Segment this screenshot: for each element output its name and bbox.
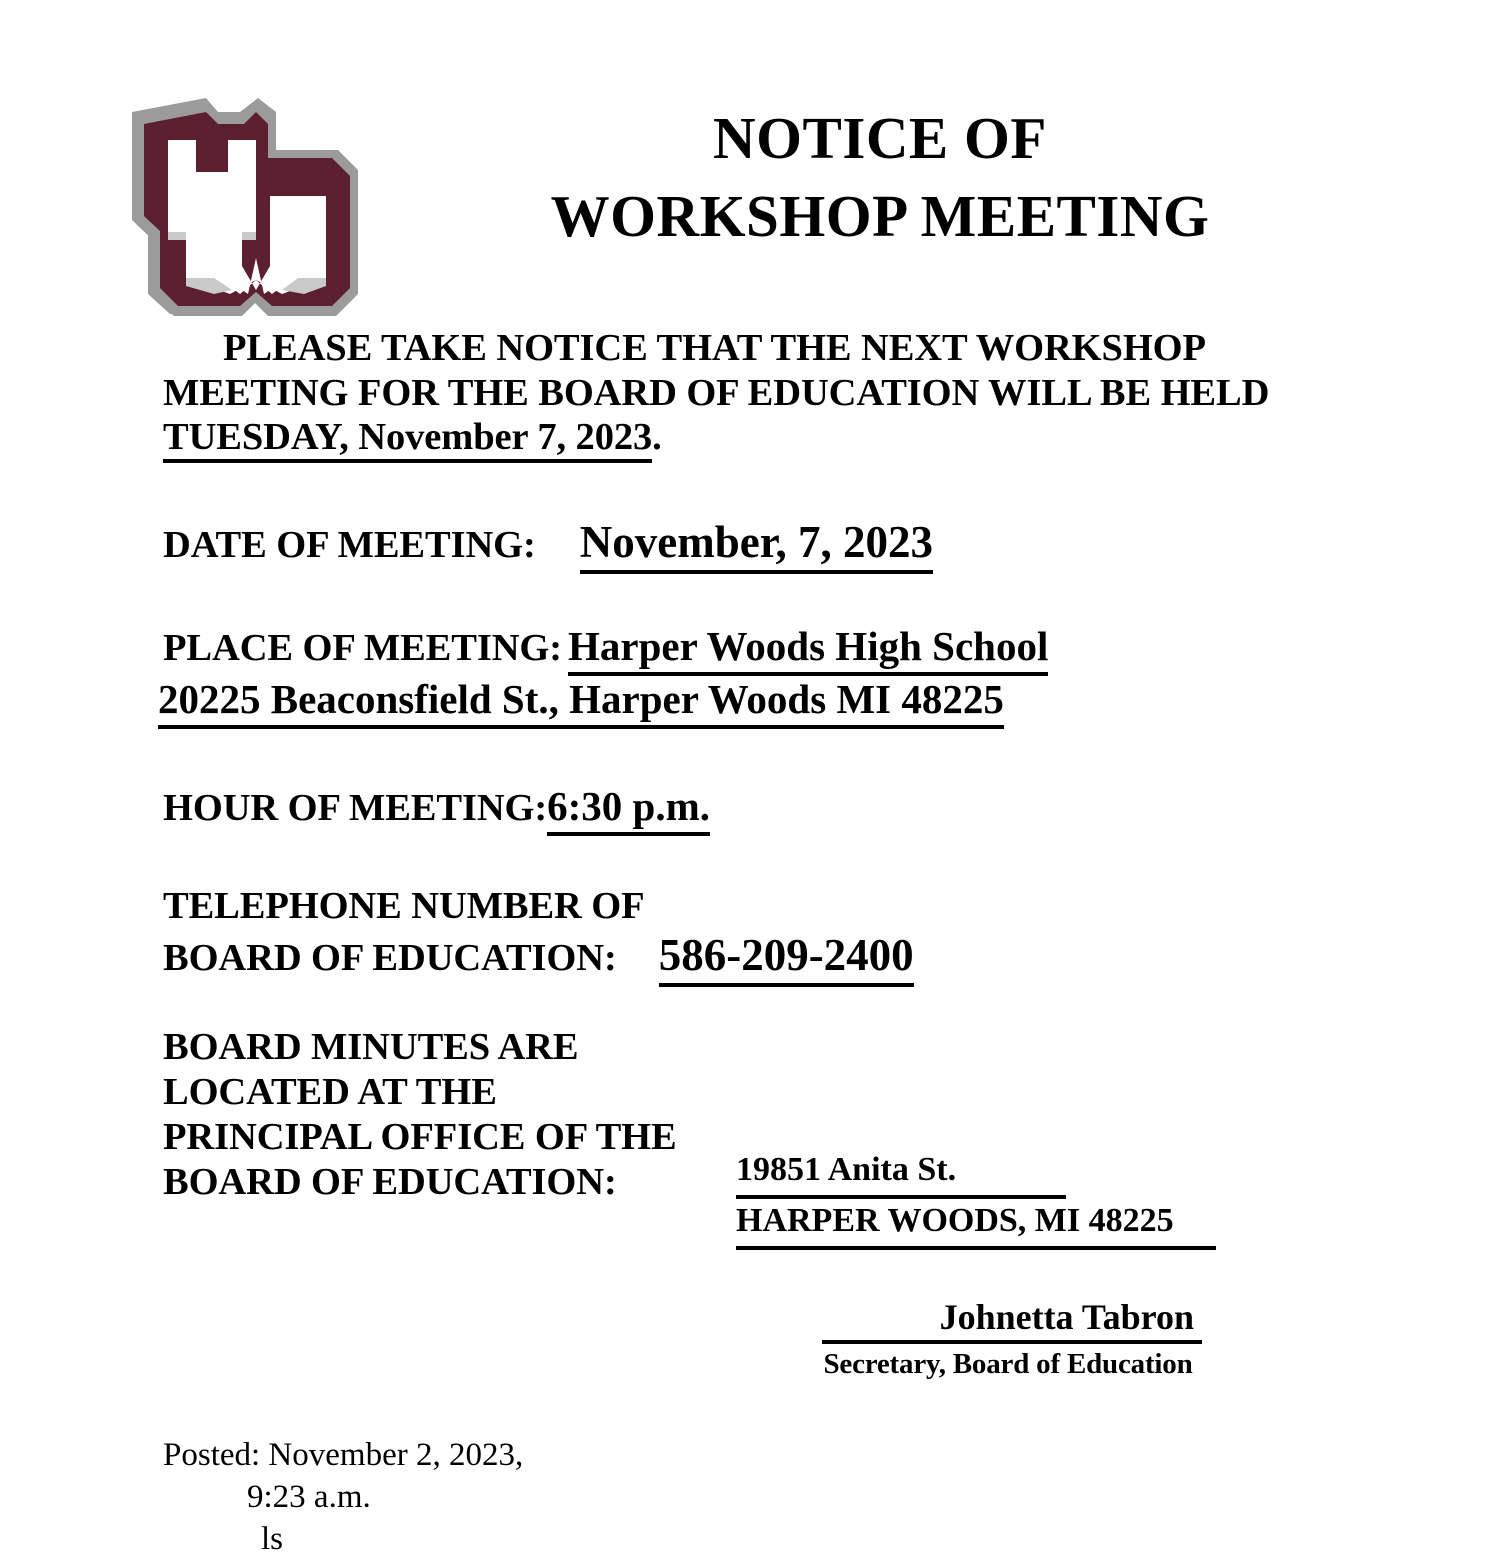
board-minutes-address-line-1: 19851 Anita St. <box>736 1148 1066 1199</box>
board-minutes-label-line-1: BOARD MINUTES ARE <box>163 1026 579 1068</box>
telephone-row <box>163 929 914 987</box>
date-of-meeting-value: November, 7, 2023 <box>580 516 933 574</box>
posted-initials: ls <box>261 1521 284 1558</box>
posted-footer <box>163 1434 523 1561</box>
signature-block <box>822 1296 1202 1381</box>
signature-title: Secretary, Board of Education <box>823 1348 1193 1380</box>
title-line-2: WORKSHOP MEETING <box>550 182 1210 249</box>
telephone-value: 586-209-2400 <box>659 929 914 987</box>
date-of-meeting-label: DATE OF MEETING: <box>163 524 536 566</box>
place-of-meeting-label: PLACE OF MEETING: <box>163 627 562 669</box>
place-of-meeting-value: Harper Woods High School <box>568 622 1048 676</box>
lead-text-after: . <box>652 416 662 459</box>
harper-woods-logo-icon <box>122 98 364 334</box>
posted-date: Posted: November 2, 2023, <box>163 1437 524 1473</box>
hour-of-meeting-value: 6:30 p.m. <box>547 782 710 836</box>
board-minutes-address-line-2-wrap <box>736 1199 1216 1250</box>
hour-of-meeting-label: HOUR OF MEETING: <box>163 787 548 829</box>
document-title <box>380 100 1380 256</box>
board-minutes-address-line-2: HARPER WOODS, MI 48225 <box>736 1199 1216 1250</box>
board-minutes-address-line-1-wrap <box>736 1148 1216 1199</box>
board-minutes-label-line-2: LOCATED AT THE <box>163 1071 497 1114</box>
hour-of-meeting-row <box>163 782 710 836</box>
place-of-meeting-address-row <box>158 675 1004 729</box>
signature-name: Johnetta Tabron <box>822 1296 1202 1344</box>
place-of-meeting-row <box>163 622 1048 676</box>
lead-text-before: PLEASE TAKE NOTICE THAT THE NEXT WORKSHOP MEETING FOR THE BOARD OF EDUCATION WILL BE HELD <box>163 327 1270 414</box>
lead-paragraph <box>163 326 1363 460</box>
board-minutes-label-line-3: PRINCIPAL OFFICE OF THE <box>163 1116 677 1159</box>
telephone-label-line-1: TELEPHONE NUMBER OF <box>163 885 645 927</box>
board-minutes-label <box>163 1025 677 1205</box>
board-minutes-address <box>736 1148 1216 1250</box>
board-minutes-label-line-4: BOARD OF EDUCATION: <box>163 1161 617 1204</box>
telephone-label-line-2: BOARD OF EDUCATION: <box>163 937 617 979</box>
lead-meeting-date: TUESDAY, November 7, 2023 <box>163 416 652 463</box>
posted-time: 9:23 a.m. <box>247 1479 371 1516</box>
date-of-meeting-row <box>163 516 933 574</box>
place-of-meeting-address: 20225 Beaconsfield St., Harper Woods MI 48225 <box>158 675 1004 729</box>
title-line-1: NOTICE OF <box>713 105 1047 171</box>
